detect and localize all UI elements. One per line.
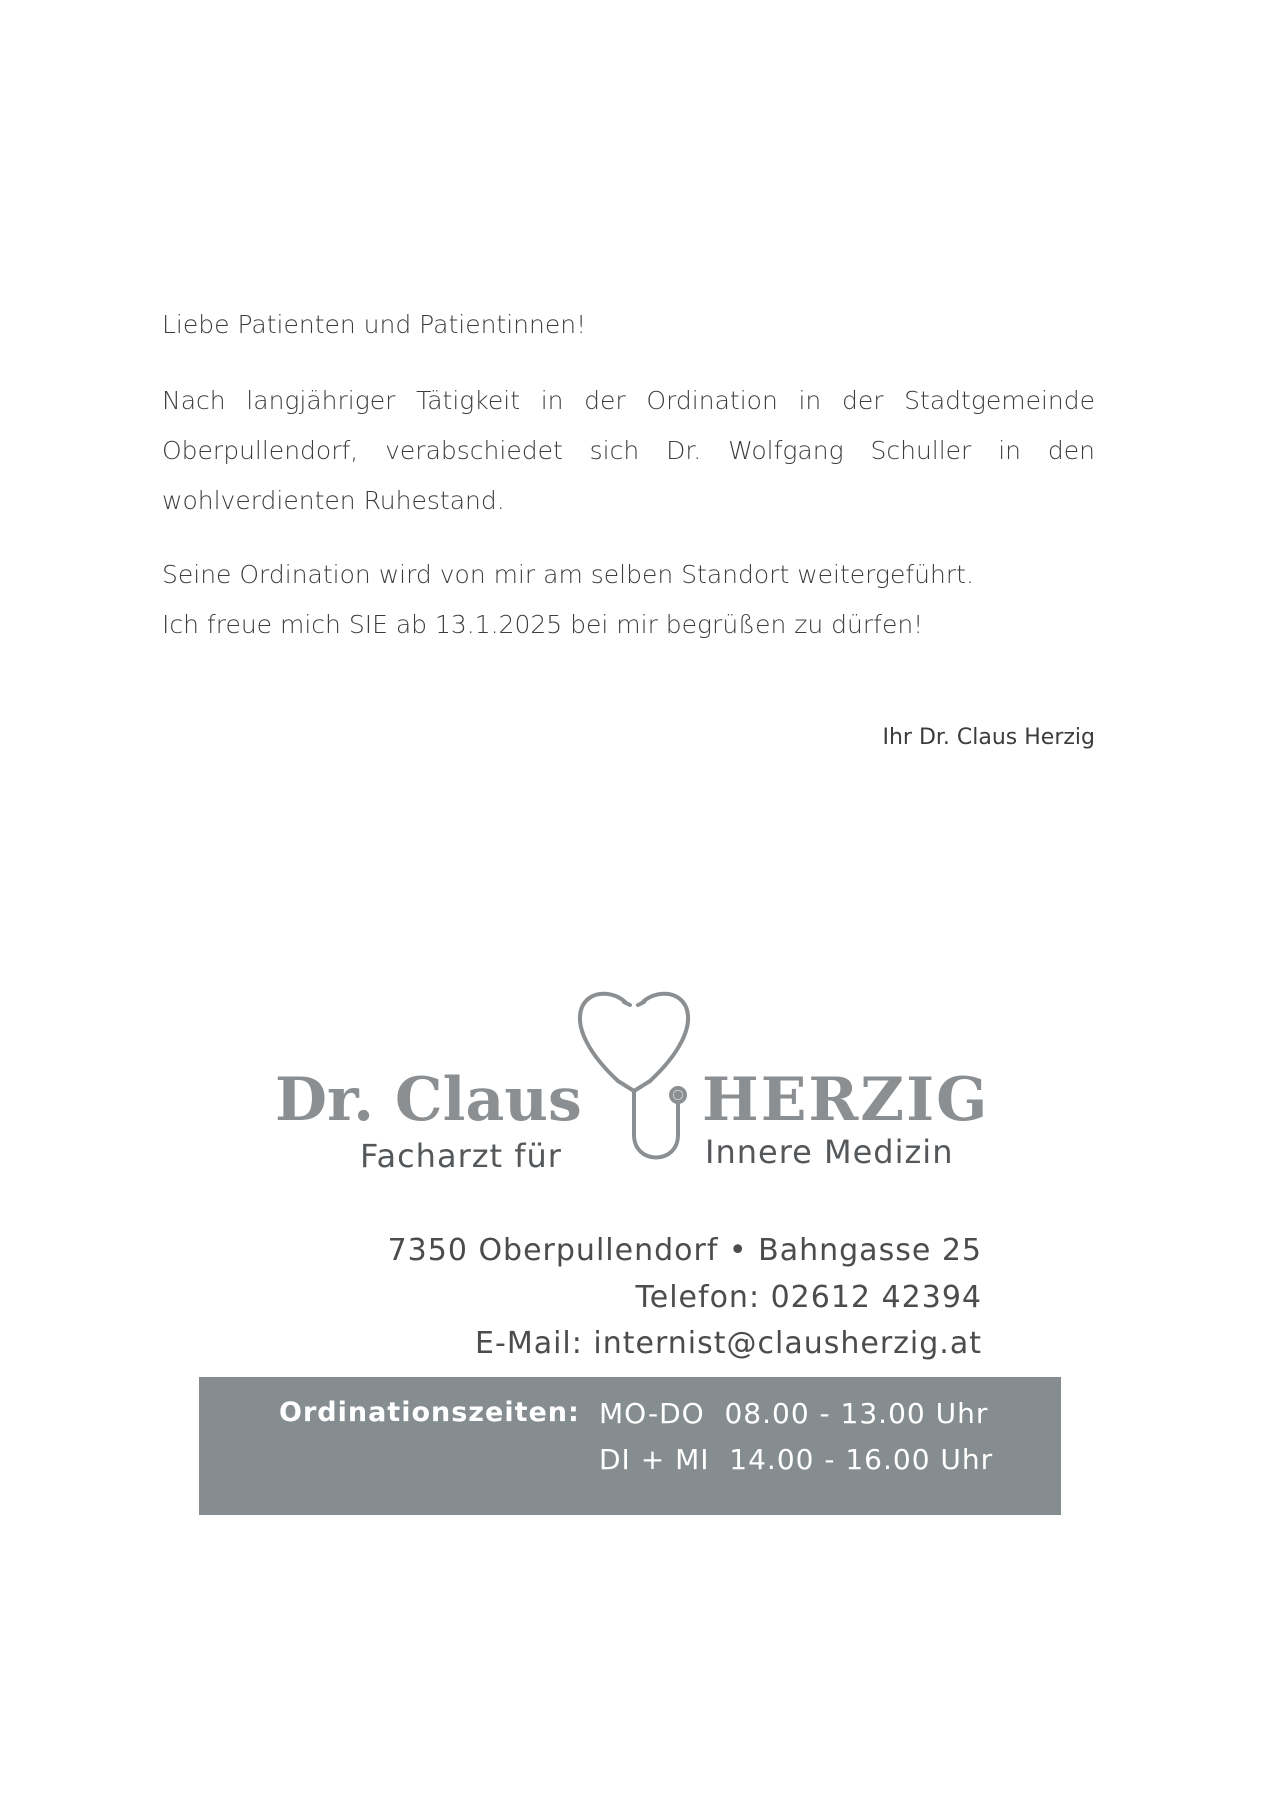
opening-hours-label: Ordinationszeiten:: [279, 1397, 580, 1428]
paragraph-welcome: Ich freue mich SIE ab 13.1.2025 bei mir begrüßen zu dürfen!: [162, 610, 924, 639]
paragraph-retirement: Nach langjähriger Tätigkeit in der Ordination in der Stadtgemeinde Oberpullendorf, verabschiedet sich Dr. Wolfgang Schuller in den wohlverdienten Ruhestand.: [162, 386, 1095, 515]
signature: Ihr Dr. Claus Herzig: [882, 725, 1095, 750]
contact-address: 7350 Oberpullendorf • Bahngasse 25: [387, 1233, 982, 1268]
contact-phone: Telefon: 02612 42394: [635, 1280, 982, 1315]
logo-subtitle-specialist: Facharzt für: [360, 1137, 562, 1175]
logo-name-first: Dr. Claus: [275, 1065, 582, 1135]
logo-subtitle-field: Innere Medizin: [705, 1133, 954, 1171]
greeting: Liebe Patienten und Patientinnen!: [162, 310, 587, 339]
opening-hours-box: [199, 1377, 1061, 1515]
practice-logo: [270, 985, 1000, 1185]
paragraph-continuation: Seine Ordination wird von mir am selben Standort weitergeführt.: [162, 560, 974, 589]
logo-name-last: HERZIG: [702, 1065, 990, 1135]
opening-hours-row: MO-DO 08.00 - 13.00 Uhr: [599, 1397, 989, 1430]
stethoscope-heart-icon: [560, 985, 710, 1165]
letter-body: [162, 300, 1095, 650]
opening-hours-row: DI + MI 14.00 - 16.00 Uhr: [599, 1443, 994, 1476]
contact-email: E-Mail: internist@clausherzig.at: [475, 1326, 982, 1361]
